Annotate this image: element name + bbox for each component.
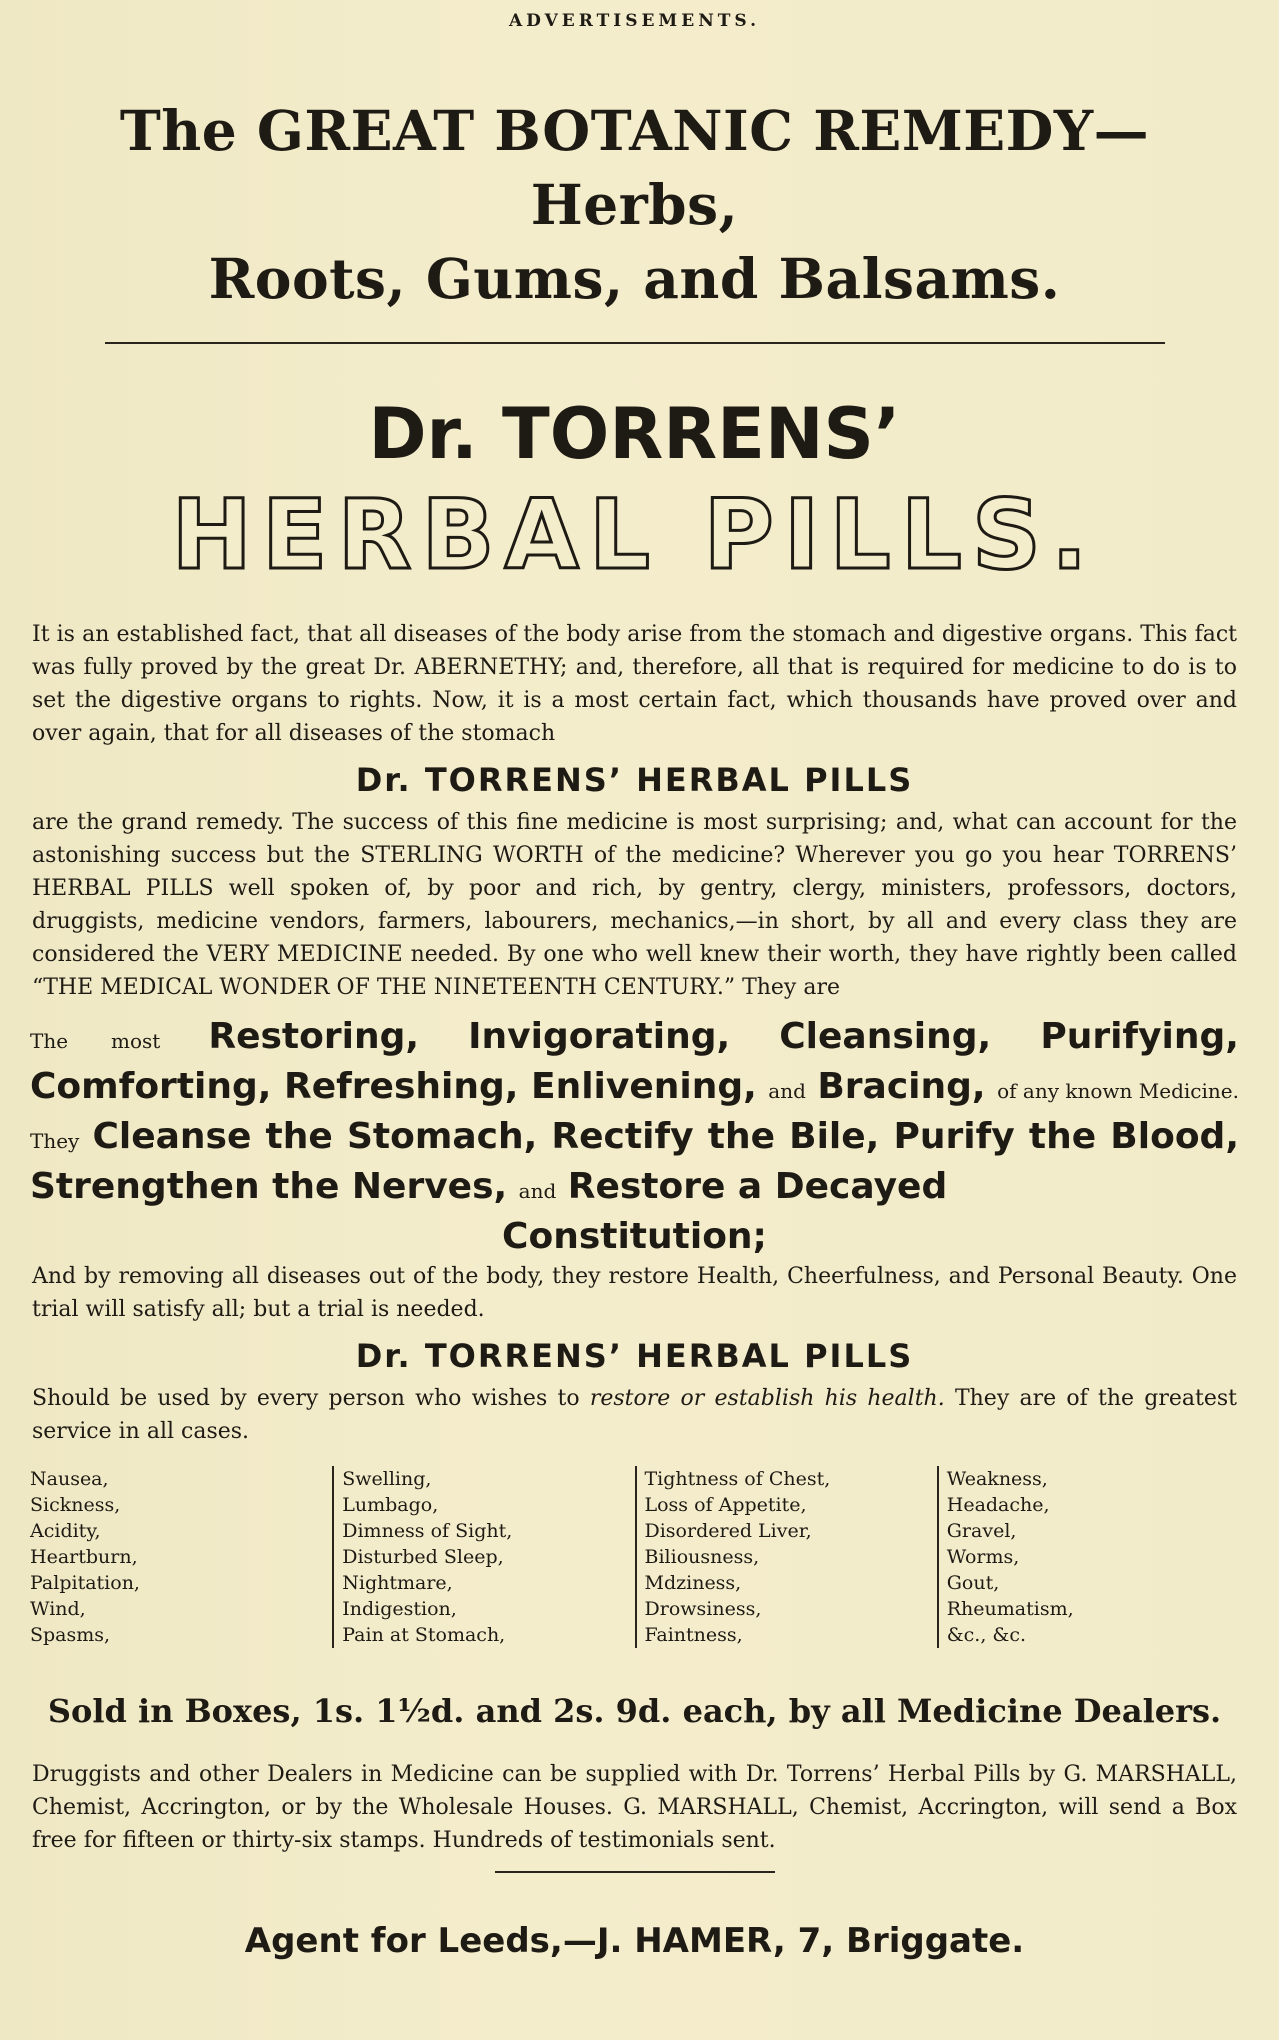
lead-qualities: Restoring, Invigorating, Cleansing, Purifying, Comforting, Refreshing, Enlivening, (30, 1016, 1239, 1107)
symptom-item: Nightmare, (342, 1572, 453, 1594)
headline-line-1: The GREAT BOTANIC REMEDY—Herbs, (119, 98, 1150, 237)
symptom-item: Faintness, (644, 1624, 743, 1646)
symptom-item: Nausea, (30, 1468, 109, 1490)
agent-line: Agent for Leeds,—J. HAMER, 7, Briggate. (244, 1921, 1025, 1961)
symptom-item: Lumbago, (342, 1494, 439, 1516)
symptom-item: Swelling, (342, 1468, 432, 1490)
symptom-item: Heartburn, (30, 1546, 138, 1568)
lead-constitution: Constitution; (502, 1216, 767, 1257)
symptoms-table (30, 1466, 1239, 1648)
symptom-item: Gravel, (946, 1520, 1017, 1542)
symptom-item: Acidity, (30, 1520, 101, 1542)
druggists-paragraph: Druggists and other Dealers in Medicine can be supplied with Dr. Torrens’ Herbal Pills by G. MARSHALL, Chemist, Accrington, or by the Wholesale Houses. G. MARSHALL, Chemist, Accrington, will send a Box free for fifteen or thirty-six stamps. Hundreds of testimonials sent. (32, 1762, 1237, 1853)
symptom-item: Loss of Appetite, (644, 1494, 807, 1516)
symptom-item: Disturbed Sleep, (342, 1546, 504, 1568)
lead-of-any: of any known Medicine. (997, 1079, 1239, 1103)
symptom-item: Weakness, (946, 1468, 1048, 1490)
symptom-item: Spasms, (30, 1624, 111, 1646)
body-paragraph-1: are the grand remedy. The success of this fine medicine is most surprising; and, what can account for the astonishing success but the STERLING WORTH of the medicine? Wherever you go you hear TORRENS’ HERBAL PILLS well spoken of, by poor and rich, by gentry, clergy, ministers, professors, doctors, druggists, medicine vendors, farmers, labourers, mechanics,—in short, by all and every class they are considered the VERY MEDICINE needed. By one who well knew their worth, they have rightly been called “THE MEDICAL WONDER OF THE NINETEENTH CENTURY.” They are (32, 810, 1237, 1000)
divider (105, 342, 1165, 344)
body3-italic: restore or establish his health. (589, 1386, 945, 1411)
qualities-block (30, 1014, 1239, 1260)
subtitle-1: Dr. TORRENS’ HERBAL PILLS (355, 761, 914, 799)
symptom-item: Worms, (946, 1546, 1020, 1568)
symptom-item: Indigestion, (342, 1598, 457, 1620)
symptoms-column (937, 1466, 1239, 1648)
lead-restore: Restore a Decayed (567, 1166, 948, 1207)
headline (30, 94, 1239, 316)
symptom-item: Disordered Liver, (644, 1520, 812, 1542)
symptom-item: Drowsiness, (644, 1598, 762, 1620)
symptoms-column (30, 1466, 332, 1648)
symptom-item: Gout, (946, 1572, 1000, 1594)
lead-and-2: and (518, 1179, 557, 1203)
symptom-item: Sickness, (30, 1494, 121, 1516)
symptom-item: Tightness of Chest, (644, 1468, 831, 1490)
lead-bracing: Bracing, (817, 1066, 986, 1107)
symptom-item: Rheumatism, (946, 1598, 1074, 1620)
symptom-item: &c., &c. (946, 1624, 1027, 1646)
body-paragraph-2: And by removing all diseases out of the body, they restore Health, Cheerfulness, and Personal Beauty. One trial will satisfy all; but a trial is needed. (32, 1264, 1237, 1322)
lead-prefix: The most (30, 1029, 161, 1053)
headline-line-2: Roots, Gums, and Balsams. (208, 246, 1061, 311)
intro-paragraph: It is an established fact, that all diseases of the body arise from the stomach and digestive organs. This fact was fully proved by the great Dr. ABERNETHY; and, therefore, all that is required for medicine to do is to set the digestive organs to rights. Now, it is a most certain fact, which thousands have proved over and over again, that for all diseases of the stomach (32, 622, 1237, 746)
maker-name: Dr. TORRENS’ (368, 393, 901, 475)
body-paragraph-3 (30, 1382, 1239, 1448)
subtitle-2: Dr. TORRENS’ HERBAL PILLS (355, 1337, 914, 1375)
symptom-item: Biliousness, (644, 1546, 760, 1568)
symptom-item: Dimness of Sight, (342, 1520, 513, 1542)
symptom-item: Wind, (30, 1598, 86, 1620)
lead-and: and (768, 1079, 806, 1103)
page-header: ADVERTISEMENTS. (508, 11, 760, 31)
symptom-item: Mdziness, (644, 1572, 742, 1594)
symptoms-column (332, 1466, 634, 1648)
lead-they: They (30, 1129, 80, 1153)
body3-text: Should be used by every person who wishes to (32, 1386, 580, 1411)
symptom-item: Pain at Stomach, (342, 1624, 506, 1646)
short-divider (495, 1871, 775, 1873)
sold-line: Sold in Boxes, 1s. 1½d. and 2s. 9d. each, by all Medicine Dealers. (47, 1692, 1222, 1730)
body3-rest: They are of the greatest service in all cases. (32, 1386, 1238, 1444)
symptom-item: Palpitation, (30, 1572, 140, 1594)
product-title: HERBAL PILLS. (171, 479, 1098, 591)
symptom-item: Headache, (946, 1494, 1050, 1516)
symptoms-column (635, 1466, 937, 1648)
lead-actions: Cleanse the Stomach, Rectify the Bile, Purify the Blood, Strengthen the Nerves, (30, 1116, 1240, 1207)
